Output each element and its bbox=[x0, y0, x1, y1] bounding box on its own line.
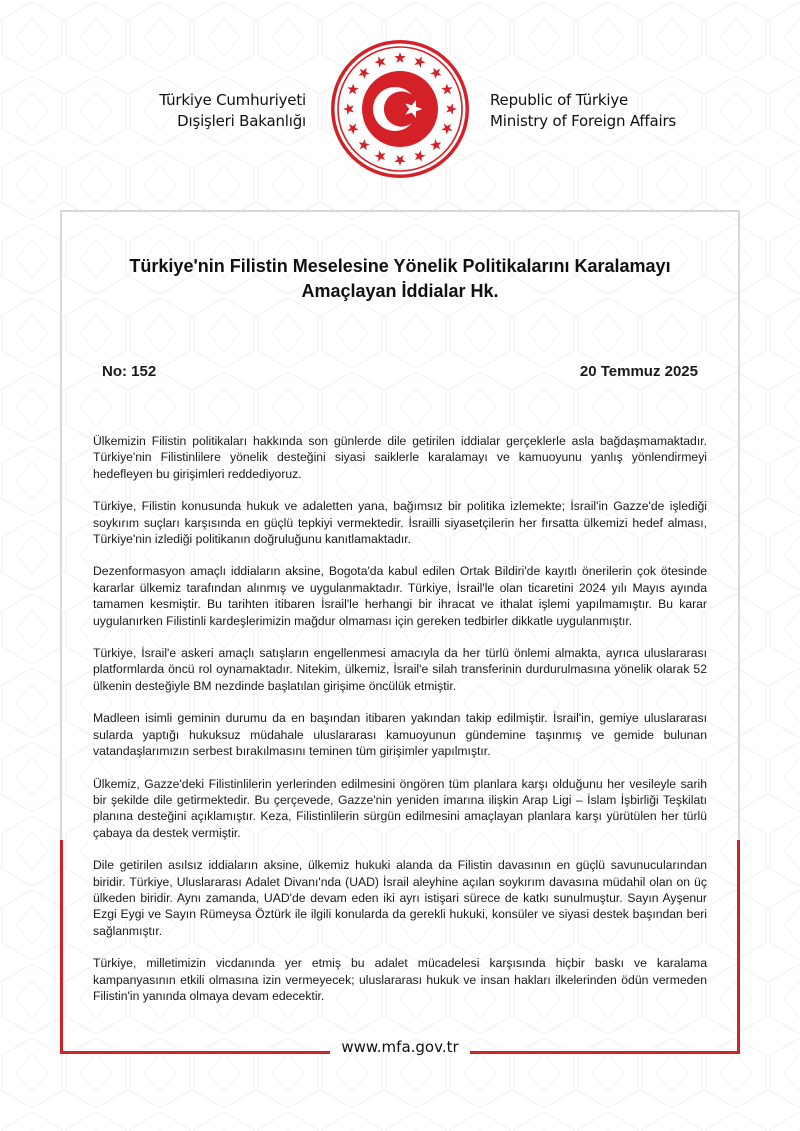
header-right-line1: Republic of Türkiye bbox=[490, 91, 629, 109]
body-paragraph: Ülkemizin Filistin politikaları hakkında son günlerde dile getirilen iddialar gerçeklerle asla bağdaşmamaktadır. Türkiye'nin Filistinlilere yönelik desteğini siyasi saiklerle karalamayı ve kamuoyunu yanlış yönlendirmeyi hedefleyen bu girişimleri reddediyoruz. bbox=[93, 434, 707, 481]
frame-left-line-gray bbox=[60, 210, 62, 840]
frame-right-line-red bbox=[737, 840, 740, 1054]
crescent-star-seal-icon bbox=[329, 38, 471, 180]
title-line-1: Türkiye'nin Filistin Meselesine Yönelik Politikalarını Karalamayı bbox=[129, 256, 671, 276]
frame-left-line-red bbox=[60, 840, 63, 1054]
ministry-name-english bbox=[490, 90, 676, 132]
website-url: www.mfa.gov.tr bbox=[341, 1038, 459, 1056]
body-paragraph: Ülkemiz, Gazze'deki Filistinlilerin yerlerinden edilmesini öngören tüm planlara karşı olduğunu her vesileyle sarih bir şekilde dile getirmektedir. Bu çerçevede, Gazze'nin yeniden imarına ilişkin Arap Ligi – İslam İşbirliği Teşkilatı planına desteğini açıklamıştır. Keza, Filistinlilerin sürgün edilmesini amaçlayan planlara karşı yürütülen her türlü çabaya da destek vermiştir. bbox=[93, 776, 707, 840]
document-body bbox=[93, 433, 707, 1020]
frame-top-line bbox=[60, 210, 740, 212]
frame-right-line-gray bbox=[738, 210, 740, 840]
header-left-line2: Dışişleri Bakanlığı bbox=[177, 112, 306, 130]
press-release-number: No: 152 bbox=[102, 363, 157, 380]
body-paragraph: Türkiye, Filistin konusunda hukuk ve adaletten yana, bağımsız bir politika izlemekte; İsrail'in Gazze'de işlediği soykırım suçları karşısında en güçlü tepkiyi vermektedir. İsrailli siyasetçilerin her fırsatta ülkemizi hedef alması, Türkiye'nin izlediği politikanın doğruluğunu kanıtlamaktadır. bbox=[93, 499, 707, 547]
body-paragraph: Madleen isimli geminin durumu da en başından itibaren yakından takip edilmiştir. İsrail'in, gemiye uluslararası sularda yaptığı hukuksuz müdahale uluslararası kamuoyunun gündemine taşınmış ve gemide bulunan vatandaşlarımızın serbest bırakılmasını teminen tüm girişimler yapılmıştır. bbox=[93, 711, 707, 759]
title-line-2: Amaçlayan İddialar Hk. bbox=[301, 281, 499, 301]
press-release-date: 20 Temmuz 2025 bbox=[579, 363, 698, 380]
ministry-name-turkish bbox=[159, 90, 306, 132]
document-title bbox=[100, 254, 700, 304]
body-paragraph: Türkiye, milletimizin vicdanında yer etmiş bu adalet mücadelesi karşısında hiçbir baskı ve karalama kampanyasının etkili olmasına izin vermeyecek; uluslararası hukuk ve insan hakları ilkelerinden ödün vermeden Filistin'in yanında olmaya devam edecektir. bbox=[93, 956, 707, 1003]
body-paragraph: Dezenformasyon amaçlı iddiaların aksine, Bogota'da kabul edilen Ortak Bildiri'de kayıtlı önerilerin çok ötesinde kararlar ülkemiz tarafından alınmış ve uygulanmaktadır. Türkiye, İsrail'le olan ticaretini 2024 yılı Mayıs ayında tamamen kesmiştir. Bu tarihten itibaren İsrail'le herhangi bir ihracat ve ithalat işlemi yapılmamıştır. Bu karar uygulanırken Filistinli kardeşlerimizin mağdur olmaması için gereken tedbirler dikkatle uygulanmıştır. bbox=[93, 564, 707, 628]
header-right-line2: Ministry of Foreign Affairs bbox=[490, 112, 677, 130]
header-left-line1: Türkiye Cumhuriyeti bbox=[159, 91, 306, 109]
body-paragraph: Dile getirilen asılsız iddiaların aksine, ülkemiz hukuki alanda da Filistin davasının en güçlü savunucularından biridir. Türkiye, Uluslararası Adalet Divanı'nda (UAD) İsrail aleyhine açılan soykırım davasına müdahil olan on üç ülkeden biridir. Aynı zamanda, UAD'de devam eden iki ayrı istişari sürece de katkı sunulmuştur. Sayın Ayşenur Ezgi Eygi ve Sayın Rümeysa Öztürk ile ilgili konularda da gerekli hukuki, konsüler ve siyasi destek başından beri sağlanmıştır. bbox=[93, 858, 707, 938]
body-paragraph: Türkiye, İsrail'e askeri amaçlı satışların engellenmesi amacıyla da her türlü önlemi almakta, ayrıca uluslararası platformlarda öncü rol oynamaktadır. Nitekim, ülkemiz, İsrail'e silah transferinin durdurulmasına yönelik olarak 52 ülkenin desteğiyle BM nezdinde başlatılan girişime öncülük etmiştir. bbox=[93, 646, 707, 693]
